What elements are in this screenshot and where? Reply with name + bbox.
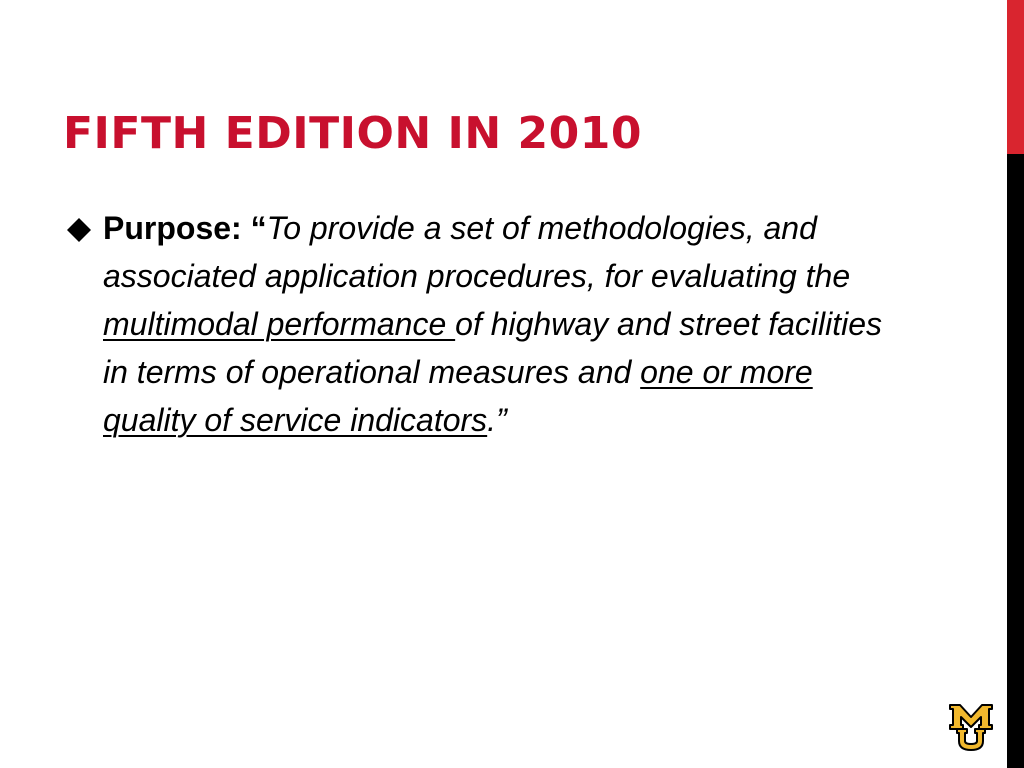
purpose-quote-close: .” <box>487 402 507 438</box>
black-diamond-bullet-icon <box>66 217 92 243</box>
slide-edge-accent-bar <box>1007 0 1024 768</box>
university-of-missouri-tiger-stripe-mu-logo <box>948 703 994 751</box>
purpose-label: Purpose: <box>103 210 242 246</box>
purpose-quote-text: of highway and street facilities in terms of operational measures and <box>103 306 883 390</box>
edge-accent-red <box>1007 0 1024 154</box>
purpose-quote-open: “ <box>241 210 267 246</box>
purpose-emphasis-quality-of-service: one or more quality of service indicators <box>103 354 813 438</box>
edge-accent-black <box>1007 154 1024 768</box>
slide-body <box>66 204 906 444</box>
bullet-item-purpose <box>66 204 906 444</box>
purpose-emphasis-multimodal-performance: multimodal performance <box>103 306 456 342</box>
purpose-quote-text: To provide a set of methodologies, and associated application procedures, for evaluating the <box>103 210 851 294</box>
slide-title: FIFTH EDITION IN 2010 <box>63 108 642 159</box>
